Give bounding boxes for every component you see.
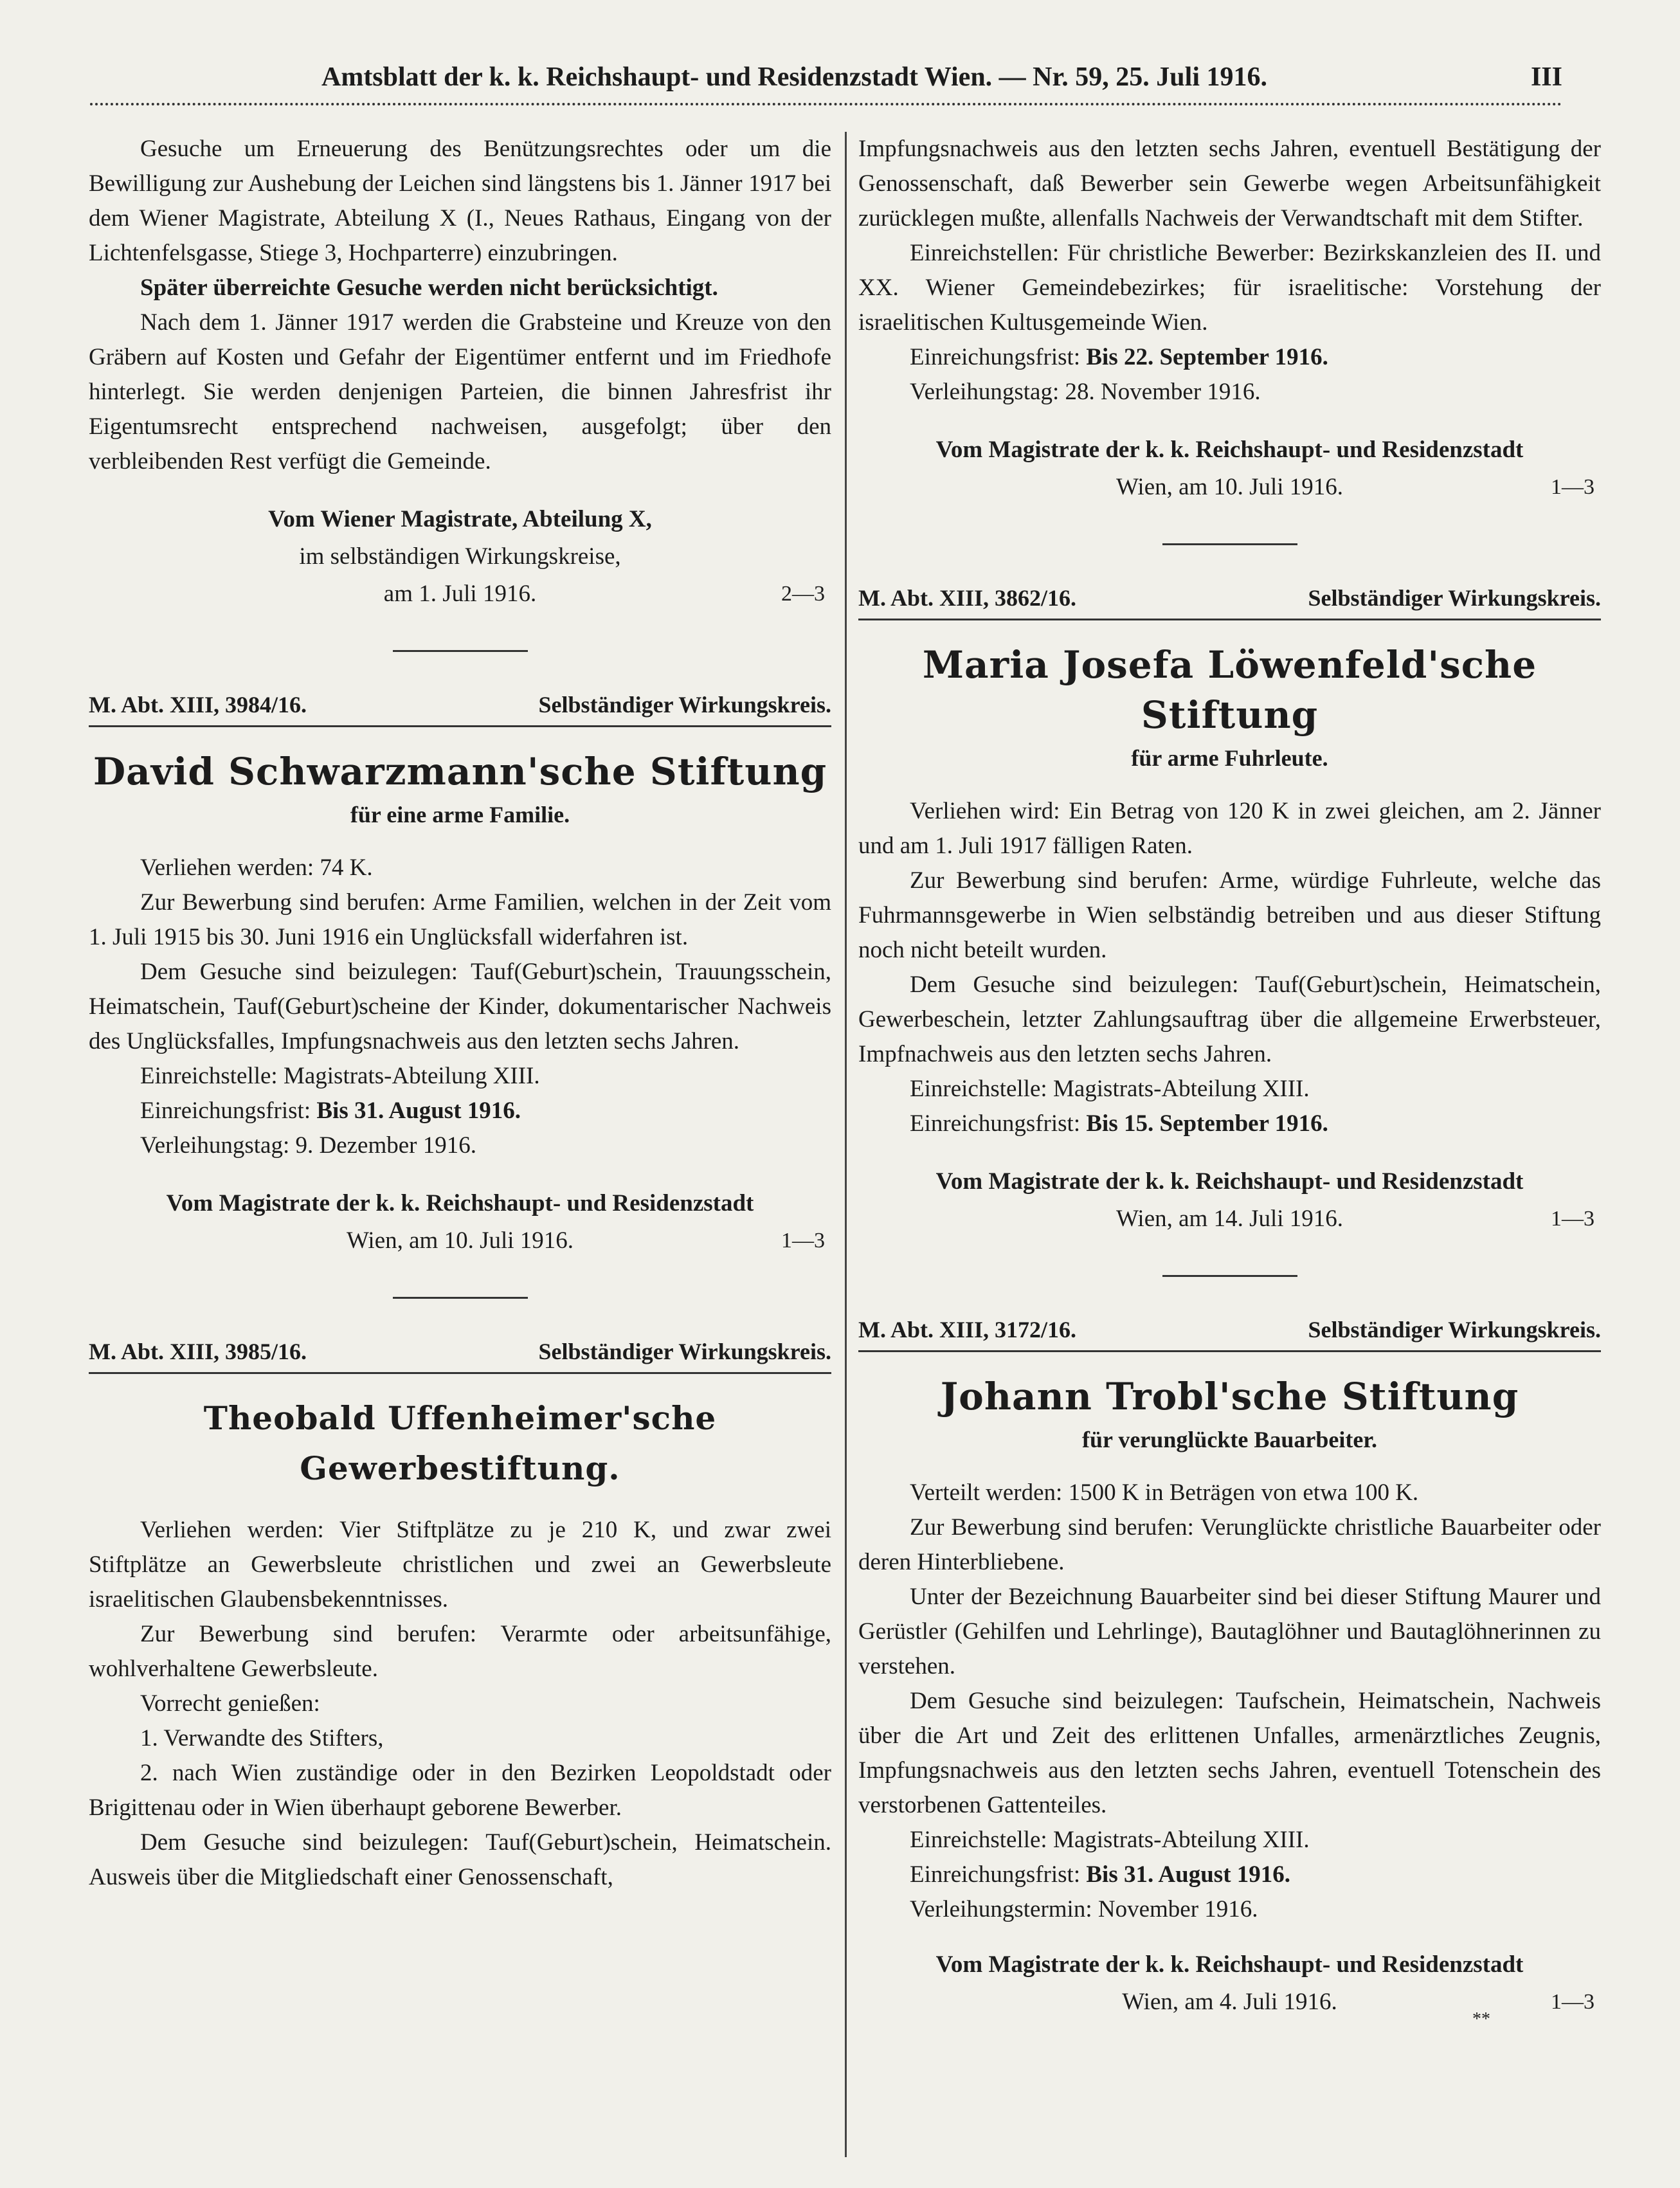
paragraph: Einreichstelle: Magistrats-Abteilung XIII. xyxy=(910,1076,1310,1102)
page-header xyxy=(90,57,1562,102)
paragraph: Gesuche um Erneuerung des Benützungsrechtes oder um die Bewilligung zur Aushebung der Leichen sind längstens bis 1. Jänner 1917 bei dem Wiener Magistrate, Abteilung X (I., Neues Rathaus, Eingang von der Lichtenfelsgasse, Stiege 3, Hochparterre) einzubringen. xyxy=(89,136,831,266)
deadline-label: Einreichungsfrist: xyxy=(910,344,1081,370)
paragraph: Einreichstellen: Für christliche Bewerber: Bezirkskanzleien des II. und XX. Wiener Gemeindebezirkes; für israelitische: Vorstehung der israelitischen Kultusgemeinde Wien. xyxy=(858,240,1601,336)
competence: Selbständiger Wirkungskreis. xyxy=(538,1339,831,1364)
paragraph: Impfungsnachweis aus den letzten sechs Jahren, eventuell Bestätigung der Genossenschaft, daß Bewerber sein Gewerbe wegen Arbeitsunfähigkeit zurücklegen mußte, allenfalls Nachweis der Verwandtschaft mit dem Stifter. xyxy=(858,136,1601,231)
section-trobl xyxy=(858,1314,1601,2021)
foundation-title: Maria Josefa Löwenfeld'sche Stiftung xyxy=(922,643,1537,737)
paragraph: Zur Bewerbung sind berufen: Verarmte oder arbeitsunfähige, wohlverhaltene Gewerbsleute. xyxy=(89,1621,831,1682)
signature-block xyxy=(89,501,831,613)
insertion-number: 1—3 xyxy=(1551,1990,1594,2014)
competence: Selbständiger Wirkungskreis. xyxy=(1308,585,1601,611)
signature-line: im selbständigen Wirkungskreise, xyxy=(299,543,621,570)
deadline-paragraph xyxy=(858,340,1601,375)
signature-date: Wien, am 4. Juli 1916. xyxy=(1122,1989,1337,2015)
foundation-title: Johann Trobl'sche Stiftung xyxy=(940,1375,1519,1418)
print-mark: ** xyxy=(1472,2009,1490,2029)
section-schwarzmann xyxy=(89,689,831,1260)
deadline-value: Bis 22. September 1916. xyxy=(1086,344,1328,370)
paragraph: Verliehen werden: 74 K. xyxy=(140,854,373,881)
foundation-subtitle: für verunglückte Bauarbeiter. xyxy=(1082,1427,1377,1452)
header-rule xyxy=(90,103,1562,105)
reference-number: M. Abt. XIII, 3862/16. xyxy=(858,585,1077,611)
insertion-number: 2—3 xyxy=(781,582,825,606)
deadline-label: Einreichungsfrist: xyxy=(140,1098,311,1124)
insertion-number: 1—3 xyxy=(781,1229,825,1252)
column-divider xyxy=(845,132,847,2157)
signature-block xyxy=(858,1163,1601,1238)
competence: Selbständiger Wirkungskreis. xyxy=(538,692,831,718)
paragraph: Verteilt werden: 1500 K in Beträgen von etwa 100 K. xyxy=(910,1479,1419,1506)
left-column xyxy=(89,132,831,1895)
deadline-paragraph xyxy=(858,1858,1601,1892)
award-date: Verleihungstermin: November 1916. xyxy=(910,1896,1258,1922)
signature-line: Vom Wiener Magistrate, Abteilung X, xyxy=(268,506,652,532)
paragraph: Einreichstelle: Magistrats-Abteilung XIII. xyxy=(910,1827,1310,1853)
signature-date: am 1. Juli 1916. xyxy=(383,581,537,607)
reference-line xyxy=(858,1314,1601,1352)
signature-block xyxy=(89,1185,831,1260)
paragraph: 2. nach Wien zuständige oder in den Bezirken Leopoldstadt oder Brigittenau oder in Wien überhaupt geborene Bewerber. xyxy=(89,1760,831,1821)
reference-line xyxy=(858,583,1601,620)
intro-section xyxy=(89,132,831,613)
section-uffenheimer-continued xyxy=(858,132,1601,506)
deadline-paragraph xyxy=(858,1107,1601,1141)
page-number: III xyxy=(1530,62,1562,92)
signature-line: Vom Magistrate der k. k. Reichshaupt- und Residenzstadt xyxy=(935,437,1524,463)
paragraph: Dem Gesuche sind beizulegen: Tauf(Geburt)schein, Trauungsschein, Heimatschein, Tauf(Geburt)scheine der Kinder, dokumentarischer Nachweis des Unglücksfalles, Impfungsnachweis aus den letzten sechs Jahren. xyxy=(89,959,831,1054)
signature-date: Wien, am 10. Juli 1916. xyxy=(346,1227,574,1254)
paragraph: Verliehen wird: Ein Betrag von 120 K in zwei gleichen, am 2. Jänner und am 1. Juli 1917 fälligen Raten. xyxy=(858,798,1601,859)
deadline-paragraph xyxy=(89,1094,831,1128)
section-uffenheimer xyxy=(89,1336,831,1895)
section-separator xyxy=(393,650,528,652)
paragraph: Unter der Bezeichnung Bauarbeiter sind bei dieser Stiftung Maurer und Gerüstler (Gehilfen und Lehrlinge), Bautaglöhner und Bautaglöhnerinnen zu verstehen. xyxy=(858,1584,1601,1679)
signature-line: Vom Magistrate der k. k. Reichshaupt- und Residenzstadt xyxy=(935,1951,1524,1978)
paragraph: Zur Bewerbung sind berufen: Verunglückte christliche Bauarbeiter oder deren Hinterbliebene. xyxy=(858,1514,1601,1575)
foundation-title: David Schwarzmann'sche Stiftung xyxy=(93,750,827,793)
paragraph: Verliehen werden: Vier Stiftplätze zu je 210 K, und zwar zwei Stiftplätze an Gewerbsleute christlichen und zwei an Gewerbsleute israelitischen Glaubensbekenntnisses. xyxy=(89,1517,831,1613)
award-date: Verleihungstag: 9. Dezember 1916. xyxy=(140,1132,476,1159)
foundation-subtitle: für arme Fuhrleute. xyxy=(1131,745,1328,771)
header-title: Amtsblatt der k. k. Reichshaupt- und Residenzstadt Wien. — Nr. 59, 25. Juli 1916. xyxy=(321,62,1267,92)
signature-block xyxy=(858,431,1601,506)
signature-date-row xyxy=(858,469,1601,506)
foundation-subtitle: für eine arme Familie. xyxy=(350,802,570,827)
signature-line: Vom Magistrate der k. k. Reichshaupt- und Residenzstadt xyxy=(935,1168,1524,1195)
reference-line xyxy=(89,1336,831,1374)
signature-date: Wien, am 10. Juli 1916. xyxy=(1115,474,1344,500)
section-loewenfeld xyxy=(858,583,1601,1238)
section-separator xyxy=(1162,1275,1297,1277)
signature-date-row xyxy=(89,1222,831,1260)
foundation-title: Theobald Uffenheimer'sche Gewerbestiftung. xyxy=(203,1399,717,1487)
reference-line xyxy=(89,689,831,727)
right-column xyxy=(858,132,1601,2021)
award-date: Verleihungstag: 28. November 1916. xyxy=(910,379,1261,405)
deadline-value: Bis 31. August 1916. xyxy=(316,1098,521,1124)
paragraph: 1. Verwandte des Stifters, xyxy=(140,1725,384,1751)
insertion-number: 1—3 xyxy=(1551,475,1594,499)
signature-date-row xyxy=(89,575,831,613)
paragraph: Vorrecht genießen: xyxy=(140,1690,320,1717)
section-separator xyxy=(1162,543,1297,545)
paragraph: Einreichstelle: Magistrats-Abteilung XIII. xyxy=(140,1063,540,1089)
reference-number: M. Abt. XIII, 3984/16. xyxy=(89,692,307,718)
deadline-value: Bis 15. September 1916. xyxy=(1086,1110,1328,1137)
signature-line: Vom Magistrate der k. k. Reichshaupt- und Residenzstadt xyxy=(166,1190,754,1216)
competence: Selbständiger Wirkungskreis. xyxy=(1308,1317,1601,1343)
paragraph: Zur Bewerbung sind berufen: Arme Familien, welchen in der Zeit vom 1. Juli 1915 bis 30. Juni 1916 ein Unglücksfall widerfahren ist. xyxy=(89,889,831,950)
section-separator xyxy=(393,1297,528,1299)
insertion-number: 1—3 xyxy=(1551,1207,1594,1231)
reference-number: M. Abt. XIII, 3172/16. xyxy=(858,1317,1077,1343)
paragraph: Dem Gesuche sind beizulegen: Taufschein, Heimatschein, Nachweis über die Art und Zeit des erlittenen Unfalles, armenärztliches Zeugnis, Impfungsnachweis aus den letzten sechs Jahren, eventuell Totenschein des verstorbenen Gattenteiles. xyxy=(858,1688,1601,1818)
paragraph: Dem Gesuche sind beizulegen: Tauf(Geburt)schein, Heimatschein. Ausweis über die Mitgliedschaft einer Genossenschaft, xyxy=(89,1829,831,1890)
paragraph: Zur Bewerbung sind berufen: Arme, würdige Fuhrleute, welche das Fuhrmannsgewerbe in Wien selbständig betreiben und aus dieser Stiftung noch nicht beteilt wurden. xyxy=(858,867,1601,963)
deadline-label: Einreichungsfrist: xyxy=(910,1861,1081,1888)
paragraph: Nach dem 1. Jänner 1917 werden die Grabsteine und Kreuze von den Gräbern auf Kosten und Gefahr der Eigentümer entfernt und im Friedhofe hinterlegt. Sie werden denjenigen Parteien, die binnen Jahresfrist ihr Eigentumsrecht entsprechend nachweisen, ausgefolgt; über den verbleibenden Rest verfügt die Gemeinde. xyxy=(89,309,831,475)
deadline-label: Einreichungsfrist: xyxy=(910,1110,1081,1137)
signature-date-row xyxy=(858,1200,1601,1238)
reference-number: M. Abt. XIII, 3985/16. xyxy=(89,1339,307,1364)
deadline-value: Bis 31. August 1916. xyxy=(1086,1861,1291,1888)
paragraph-bold: Später überreichte Gesuche werden nicht berücksichtigt. xyxy=(140,275,718,301)
paragraph: Dem Gesuche sind beizulegen: Tauf(Geburt)schein, Heimatschein, Gewerbeschein, letzter Zahlungsauftrag über die allgemeine Erwerbsteuer, Impfnachweis aus den letzten sechs Jahren. xyxy=(858,972,1601,1067)
signature-date: Wien, am 14. Juli 1916. xyxy=(1115,1206,1344,1232)
